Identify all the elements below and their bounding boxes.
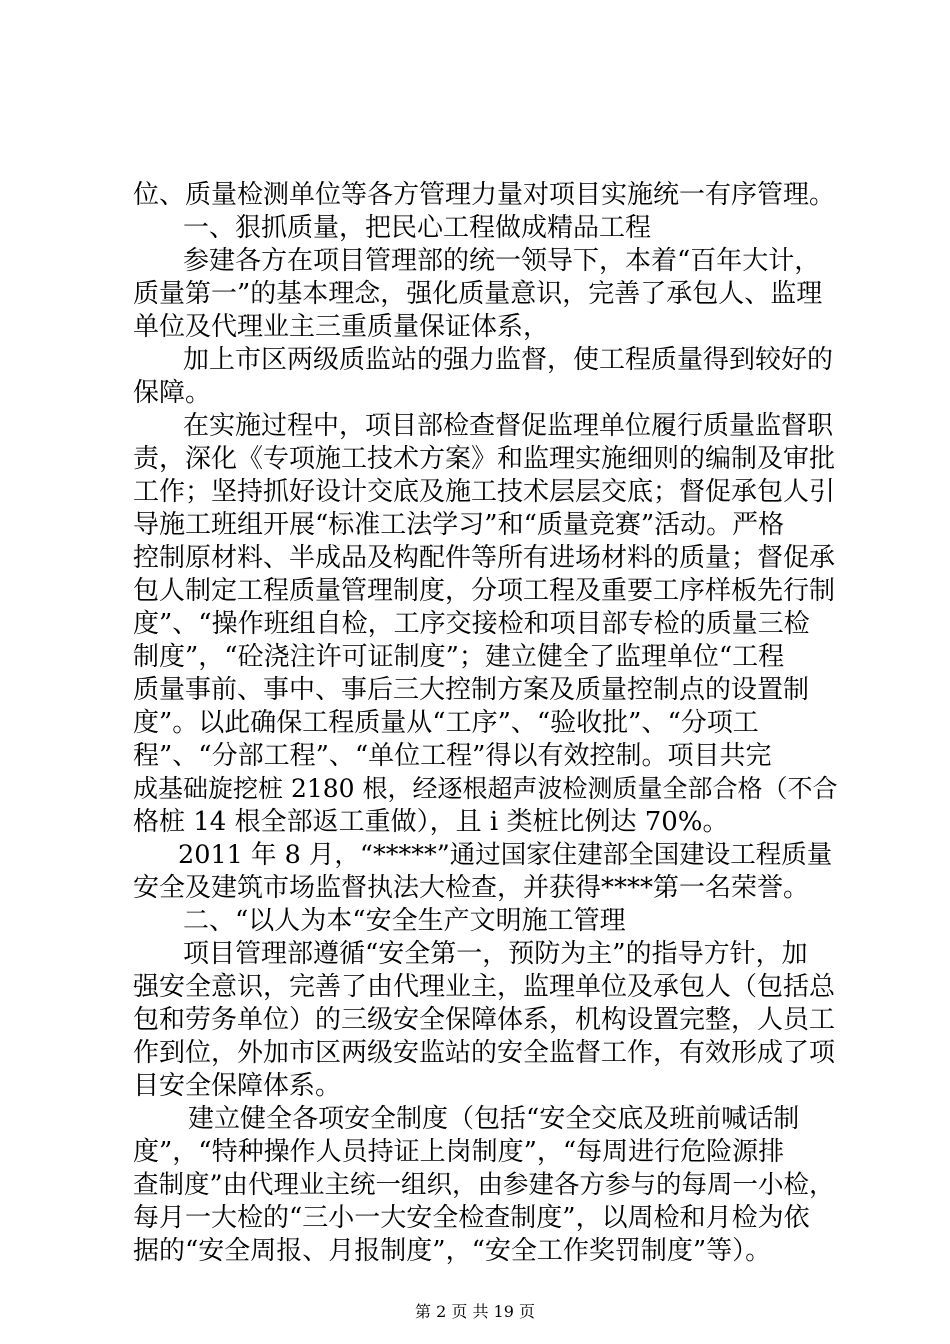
body-line: 项目管理部遵循“安全第一，预防为主”的指导方针，加 (183, 939, 808, 969)
body-line: 安全及建筑市场监督执法大检查，并获得****第一名荣誉。 (133, 873, 810, 903)
body-line: 包人制定工程质量管理制度，分项工程及重要工序样板先行制 (133, 576, 836, 606)
section-heading: 二、“以人为本“安全生产文明施工管理 (183, 906, 626, 936)
body-line: 包和劳务单位）的三级安全保障体系，机构设置完整，人员工 (133, 1005, 836, 1035)
body-line: 度”。以此确保工程质量从“工序”、“验收批”、“分项工 (133, 708, 759, 738)
body-line: 责，深化《专项施工技术方案》和监理实施细则的编制及审批 (133, 444, 836, 474)
body-line: 强安全意识，完善了由代理业主，监理单位及承包人（包括总 (133, 972, 836, 1002)
body-line: 程”、“分部工程”、“单位工程”得以有效控制。项目共完 (133, 741, 772, 771)
body-line: 每月一大检的“三小一大安全检查制度”，以周检和月检为依 (133, 1203, 810, 1233)
body-line: 度”、“操作班组自检，工序交接检和项目部专检的质量三检 (133, 609, 810, 639)
body-line: 单位及代理业主三重质量保证体系， (133, 312, 550, 342)
body-line: 2011 年 8 月，“*****”通过国家住建部全国建设工程质量 (178, 840, 833, 870)
body-line: 工作；坚持抓好设计交底及施工技术层层交底；督促承包人引 (133, 477, 836, 507)
body-line: 据的“安全周报、月报制度”，“安全工作奖罚制度”等）。 (133, 1236, 772, 1266)
body-line: 导施工班组开展“标准工法学习”和“质量竞赛”活动。严格 (133, 510, 785, 540)
body-line: 位、质量检测单位等各方管理力量对项目实施统一有序管理。 (133, 180, 836, 210)
body-line: 保障。 (133, 378, 212, 408)
section-heading: 一、狠抓质量，把民心工程做成精品工程 (183, 213, 652, 243)
body-line: 质量第一”的基本理念，强化质量意识，完善了承包人、监理 (133, 279, 823, 309)
page-number-footer: 第 2 页 共 19 页 (415, 1302, 535, 1321)
body-line: 质量事前、事中、事后三大控制方案及质量控制点的设置制 (133, 675, 810, 705)
body-line: 参建各方在项目管理部的统一领导下，本着“百年大计， (183, 246, 821, 276)
body-line: 在实施过程中，项目部检查督促监理单位履行质量监督职 (183, 411, 834, 441)
body-line: 加上市区两级质监站的强力监督，使工程质量得到较好的 (183, 345, 834, 375)
body-line: 控制原材料、半成品及构配件等所有进场材料的质量；督促承 (133, 543, 836, 573)
body-line: 目安全保障体系。 (133, 1071, 342, 1101)
body-line: 作到位，外加市区两级安监站的安全监督工作，有效形成了项 (133, 1038, 836, 1068)
body-line: 度”，“特种操作人员持证上岗制度”，“每周进行危险源排 (133, 1137, 785, 1167)
body-line: 格桩 14 根全部返工重做），且 i 类桩比例达 70%。 (133, 807, 729, 837)
body-line: 查制度”由代理业主统一组织，由参建各方参与的每周一小检， (133, 1170, 835, 1200)
body-line: 成基础旋挖桩 2180 根，经逐根超声波检测质量全部合格（不合 (133, 774, 838, 803)
body-line: 制度”，“砼浇注许可证制度”；建立健全了监理单位“工程 (133, 642, 785, 672)
body-line: 建立健全各项安全制度（包括“安全交底及班前喊话制 (188, 1104, 800, 1134)
